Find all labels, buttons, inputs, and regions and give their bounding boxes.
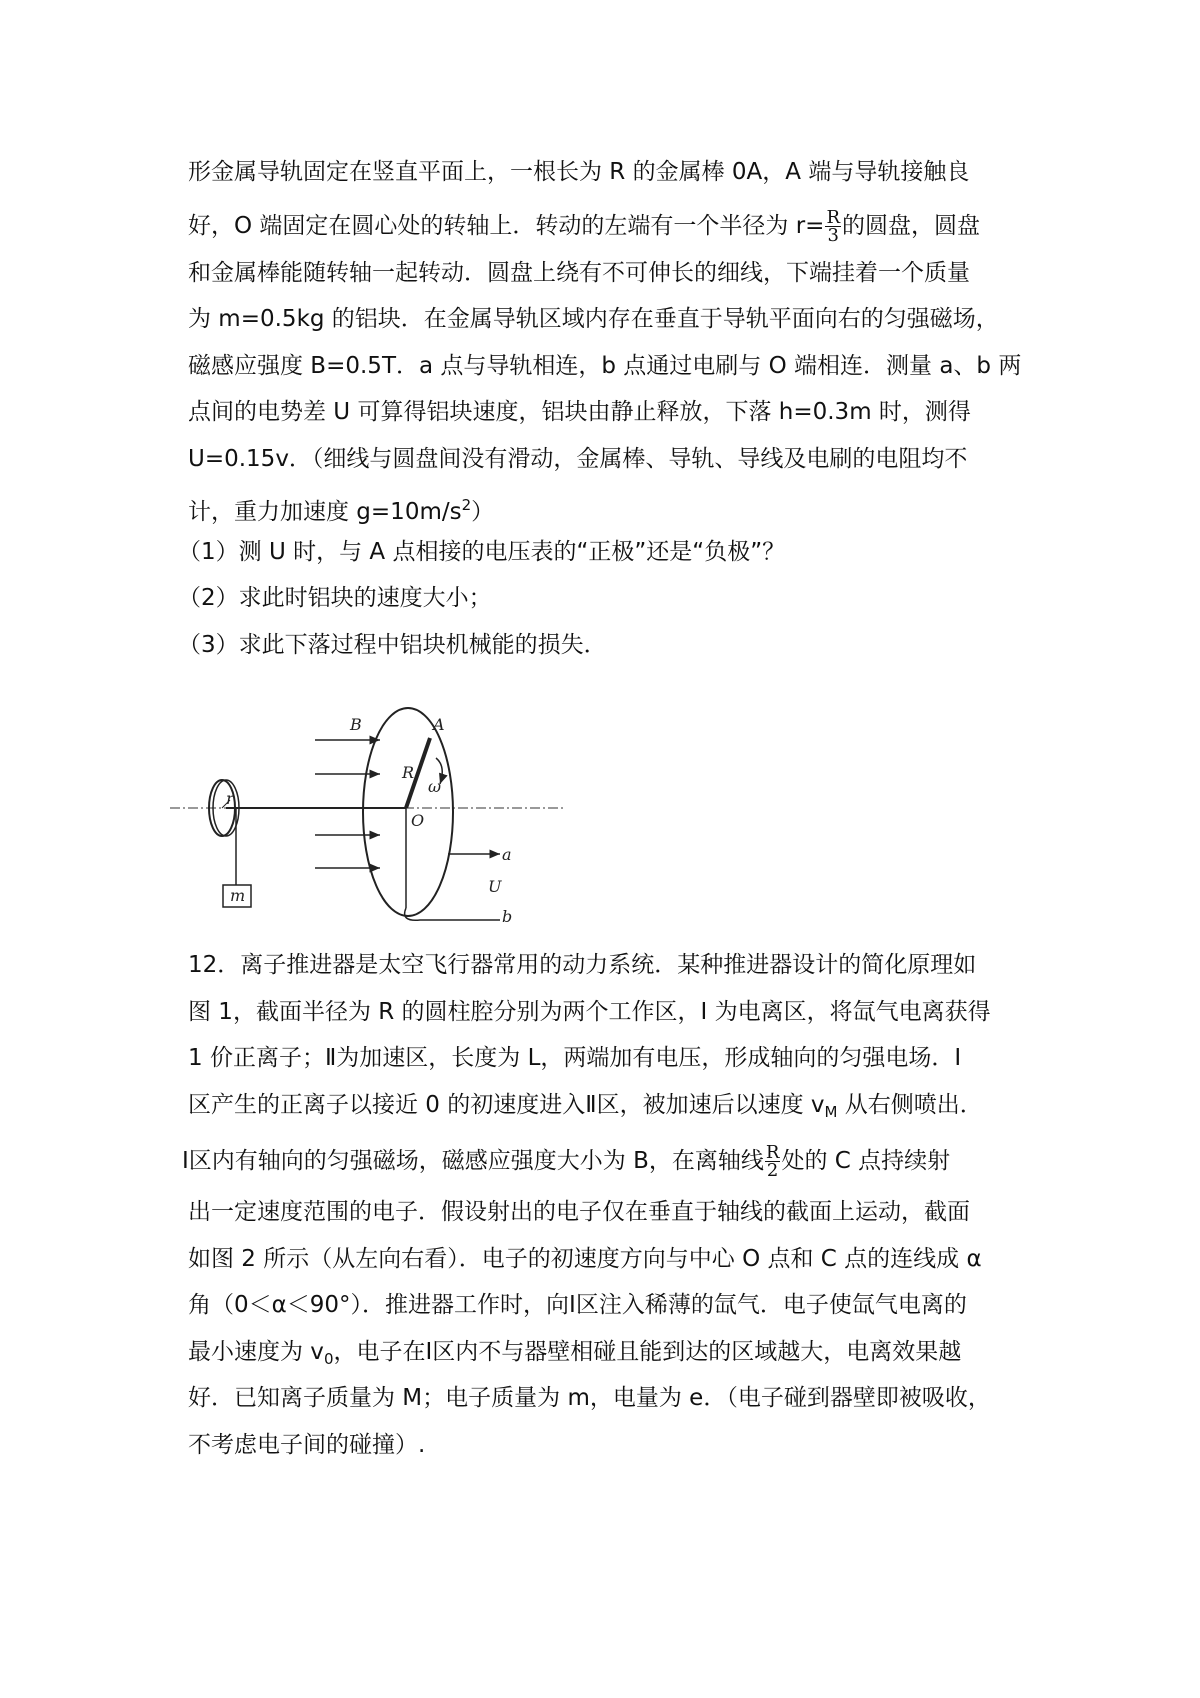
p11-line-5: 磁感应强度 B=0.5T．a 点与导轨相连，b 点通过电刷与 O 端相连．测量 a、b 两	[188, 353, 1022, 379]
label-r: r	[226, 789, 234, 808]
fraction-numerator: R	[826, 207, 841, 228]
p11-line-1: 形金属导轨固定在竖直平面上，一根长为 R 的金属棒 0A，A 端与导轨接触良	[188, 159, 970, 185]
label-b: b	[502, 907, 513, 925]
p12-line-4	[188, 1090, 983, 1127]
p12-line-9	[188, 1337, 961, 1374]
subscript: M	[824, 1103, 838, 1121]
p11-line-7: U=0.15v．（细线与圆盘间没有滑动，金属棒、导轨、导线及电刷的电阻均不	[188, 446, 968, 472]
p11-line-4: 为 m=0.5kg 的铝块．在金属导轨区域内存在垂直于导轨平面向右的匀强磁场，	[188, 306, 999, 332]
p12-line-2: 图 1，截面半径为 R 的圆柱腔分别为两个工作区，I 为电离区，将氙气电离获得	[188, 999, 991, 1025]
p12-line-7: 如图 2 所示（从左向右看）．电子的初速度方向与中心 O 点和 C 点的连线成 α	[188, 1246, 982, 1272]
fraction-denominator: 2	[766, 1160, 779, 1181]
subscript: 0	[323, 1350, 334, 1368]
p12-line-8: 角（0＜α＜90°）．推进器工作时，向Ⅰ区注入稀薄的氙气．电子使氙气电离的	[188, 1292, 967, 1318]
p11-line-8-text: 计，重力加速度 g=10m/s	[188, 499, 462, 525]
p12-line-5-tail: 处的 C 点持续射	[781, 1148, 951, 1174]
label-R: R	[402, 763, 415, 782]
label-a: a	[502, 845, 512, 864]
p11-line-6: 点间的电势差 U 可算得铝块速度，铝块由静止释放，下落 h=0.3m 时，测得	[188, 399, 971, 425]
p12-line-4-text: 区产生的正离子以接近 0 的初速度进入Ⅱ区，被加速后以速度 v	[188, 1092, 825, 1118]
label-m: m	[230, 886, 246, 905]
lead-b-horizontal	[405, 908, 500, 920]
label-A: A	[433, 715, 445, 734]
p12-line-9-text: 最小速度为 v	[188, 1339, 324, 1365]
p12-line-1: 12．离子推进器是太空飞行器常用的动力系统．某种推进器设计的简化原理如	[188, 952, 977, 978]
label-U: U	[488, 877, 502, 896]
label-O: O	[411, 811, 425, 830]
p11-line-3: 和金属棒能随转轴一起转动．圆盘上绕有不可伸长的细线，下端挂着一个质量	[188, 260, 970, 286]
p12-line-11: 不考虑电子间的碰撞）.	[188, 1432, 426, 1458]
p12-line-5	[182, 1144, 950, 1179]
fraction-r-over-3	[825, 209, 841, 244]
p11-line-2-text: 好，O 端固定在圆心处的转轴上．转动的左端有一个半径为 r=	[188, 213, 825, 239]
p11-line-8	[188, 490, 494, 527]
p12-line-3: 1 价正离子；Ⅱ为加速区，长度为 L，两端加有电压，形成轴向的匀强电场．I	[188, 1045, 962, 1071]
p12-line-10: 好．已知离子质量为 M；电子质量为 m，电量为 e．（电子碰到器壁即被吸收，	[188, 1385, 991, 1411]
p11-question-1: （1）测 U 时，与 A 点相接的电压表的“正极”还是“负极”？	[178, 539, 786, 565]
fraction-denominator: 3	[827, 225, 839, 246]
p12-line-9-tail: ，电子在Ⅰ区内不与器壁相碰且能到达的区域越大，电离效果越	[333, 1339, 962, 1365]
p11-question-2: （2）求此时铝块的速度大小；	[178, 585, 492, 611]
p12-line-4-tail: 从右侧喷出．	[837, 1092, 983, 1118]
p12-line-6: 出一定速度范围的电子．假设射出的电子仅在垂直于轴线的截面上运动，截面	[188, 1199, 970, 1225]
label-B: B	[350, 715, 362, 734]
label-omega: ω	[428, 777, 442, 796]
p11-line-2	[188, 209, 980, 244]
fraction-numerator: R	[765, 1142, 780, 1163]
p11-line-8-tail: ）	[471, 499, 495, 525]
p11-line-2-tail: 的圆盘，圆盘	[842, 213, 981, 239]
superscript: 2	[461, 496, 472, 514]
p11-question-3: （3）求此下落过程中铝块机械能的损失．	[178, 632, 607, 658]
fraction-R-over-2	[765, 1144, 781, 1179]
p12-line-5-text: Ⅰ区内有轴向的匀强磁场，磁感应强度大小为 B，在离轴线	[182, 1148, 764, 1174]
circular-rail	[363, 708, 453, 916]
physics-figure-disc-rail	[170, 700, 565, 925]
